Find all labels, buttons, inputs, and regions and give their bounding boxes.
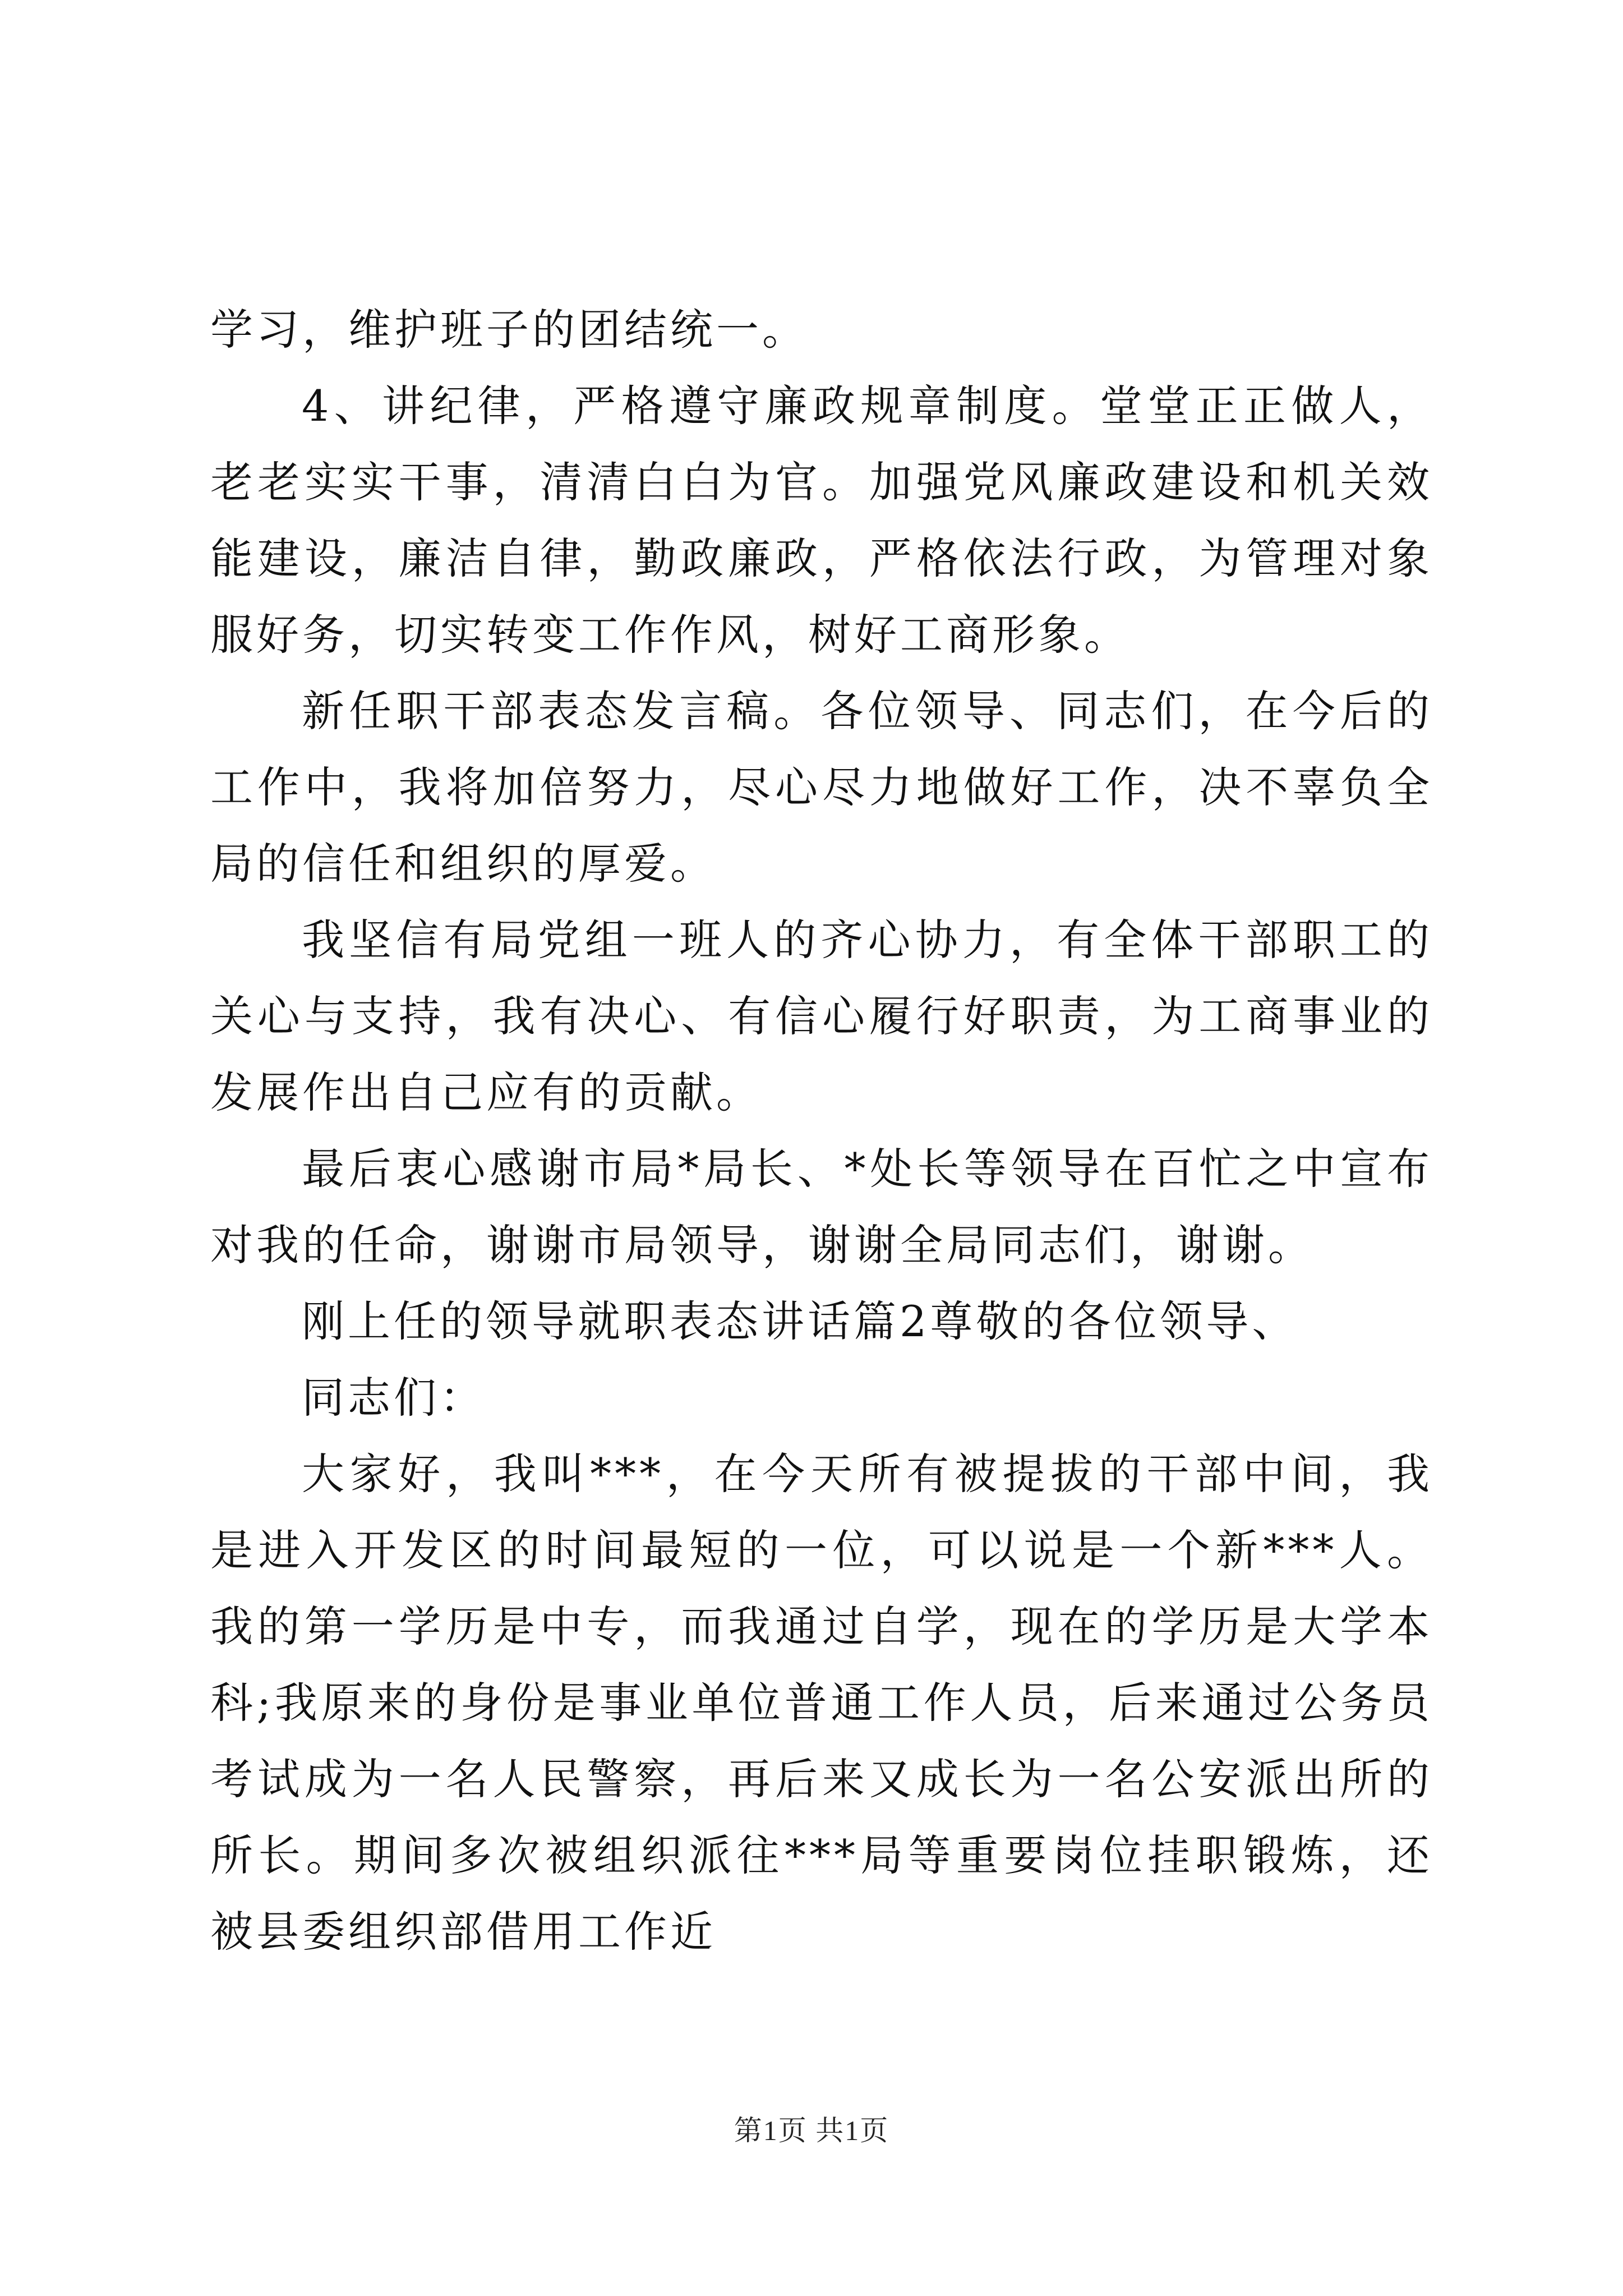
- paragraph-3: 新任职干部表态发言稿。各位领导、同志们，在今后的工作中，我将加倍努力，尽心尽力地做好工作，决不辜负全局的信任和组织的厚爱。: [210, 686, 1433, 889]
- paragraph-2: 4、讲纪律，严格遵守廉政规章制度。堂堂正正做人，老老实实干事，清清白白为官。加强党风廉政建设和机关效能建设，廉洁自律，勤政廉政，严格依法行政，为管理对象服好务，切实转变工作作风，树好工商形象。: [210, 381, 1433, 660]
- paragraph-6: 刚上任的领导就职表态讲话篇2尊敬的各位领导、: [302, 1296, 1298, 1346]
- paragraph-5: 最后衷心感谢市局*局长、*处长等领导在百忙之中宣布对我的任命，谢谢市局领导，谢谢全局同志们，谢谢。: [210, 1144, 1433, 1270]
- document-body: [210, 292, 1433, 1970]
- paragraph-4: 我坚信有局党组一班人的齐心协力，有全体干部职工的关心与支持，我有决心、有信心履行好职责，为工商事业的发展作出自己应有的贡献。: [210, 915, 1433, 1117]
- paragraph-8: 大家好，我叫***，在今天所有被提拔的干部中间，我是进入开发区的时间最短的一位，可以说是一个新***人。我的第一学历是中专，而我通过自学，现在的学历是大学本科;我原来的身份是事业单位普通工作人员，后来通过公务员考试成为一名人民警察，再后来又成长为一名公安派出所的所长。期间多次被组织派往***局等重要岗位挂职锻炼，还被县委组织部借用工作近: [210, 1449, 1433, 1957]
- paragraph-1: 学习，维护班子的团结统一。: [210, 305, 808, 355]
- page-footer: 第1页 共1页: [734, 2115, 889, 2146]
- paragraph-7: 同志们：: [302, 1373, 486, 1423]
